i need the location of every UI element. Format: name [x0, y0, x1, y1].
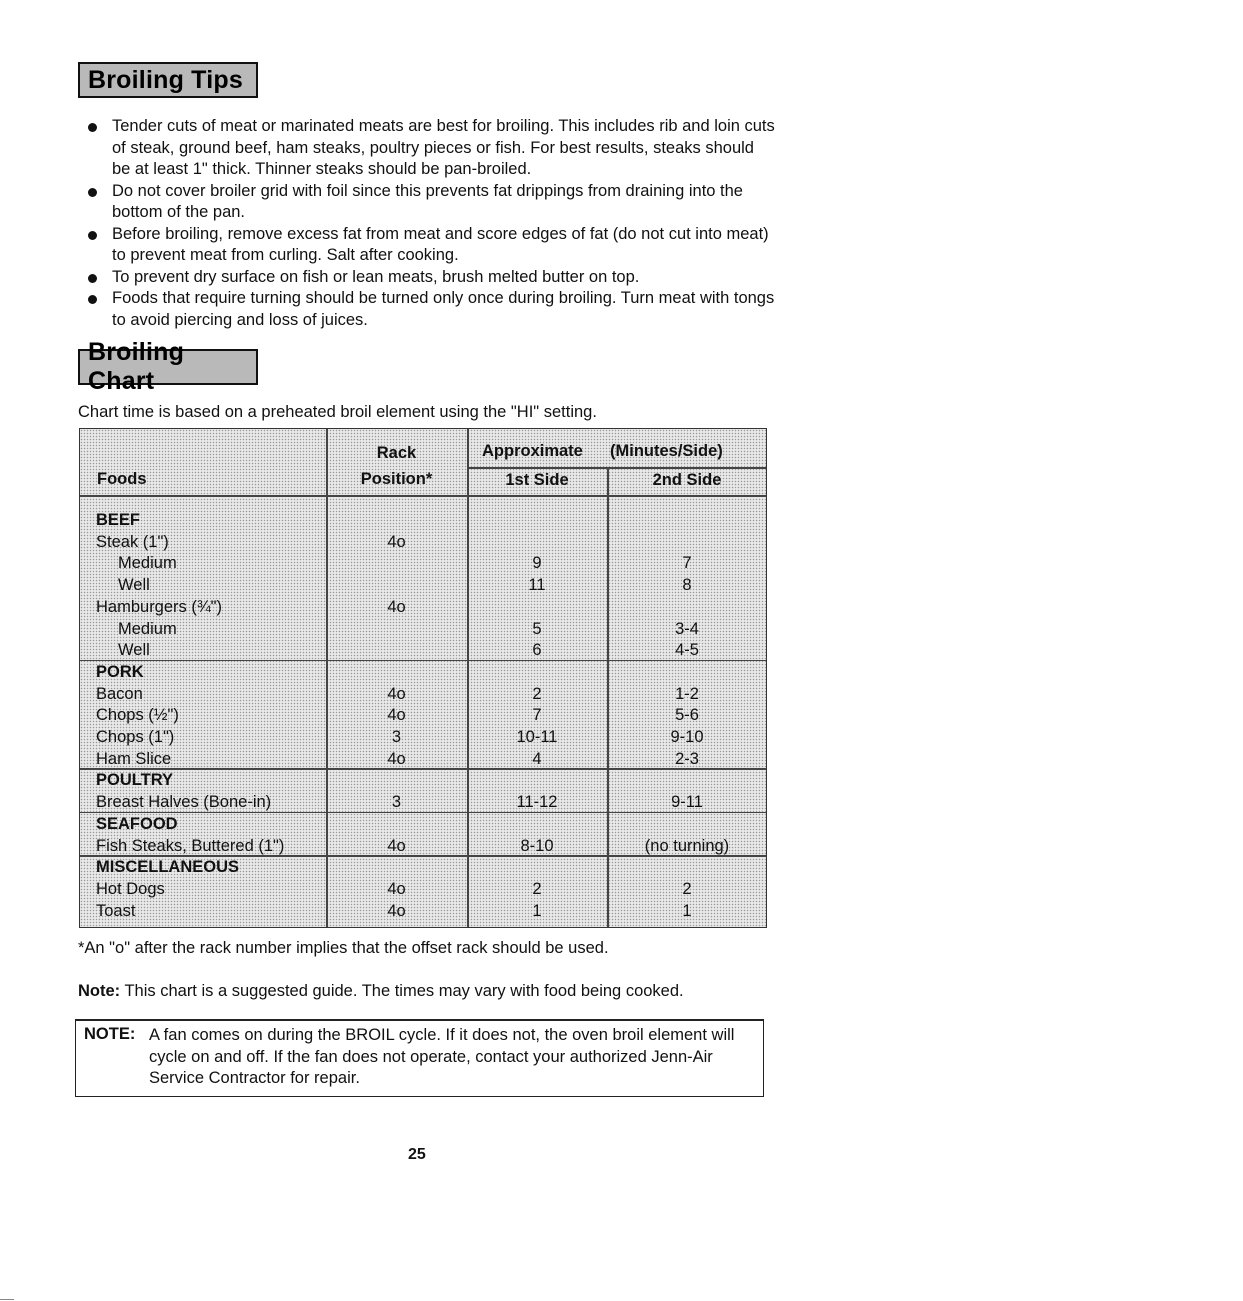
second-side-time: (no turning)	[644, 836, 730, 855]
tip-item	[86, 224, 776, 267]
header-minutes-side: (Minutes/Side)	[610, 442, 723, 460]
tip-item	[86, 116, 776, 181]
header-first-side: 1st Side	[505, 471, 569, 489]
food-label: Ham Slice	[96, 749, 172, 768]
category-label: MISCELLANEOUS	[96, 858, 240, 877]
notice-label: NOTE:	[84, 1025, 136, 1043]
food-label: Chops (½")	[96, 706, 179, 725]
tip-text: Tender cuts of meat or marinated meats are best for broiling. This includes rib and loin cuts of steak, ground beef, ham steaks, poultry pieces or fish. For best results, steaks should be at least 1" thick. Thinner steaks should be pan-broiled.	[112, 117, 775, 178]
first-side-time: 4	[532, 749, 542, 768]
food-label: Steak (1")	[96, 532, 169, 551]
first-side-time: 9	[532, 554, 542, 573]
bullet-icon	[88, 123, 97, 132]
first-side-time: 10-11	[516, 728, 558, 746]
second-side-time: 1	[682, 901, 692, 920]
header-foods: Foods	[97, 470, 147, 488]
second-side-time: 5-6	[675, 706, 699, 725]
food-label: Hamburgers (¾")	[96, 597, 222, 616]
broiling-chart-heading: Broiling Chart	[78, 349, 258, 385]
second-side-time: 1-2	[675, 684, 699, 703]
second-side-time: 9-10	[670, 728, 704, 746]
category-label: SEAFOOD	[96, 814, 178, 833]
tip-text: Do not cover broiler grid with foil since this prevents fat drippings from draining into the bottom of the pan.	[112, 181, 743, 221]
rack-position: 4o	[387, 597, 406, 616]
second-side-time: 7	[682, 554, 692, 573]
broiling-tips-heading: Broiling Tips	[78, 62, 258, 98]
second-side-time: 2	[682, 879, 692, 898]
food-label: Well	[118, 641, 150, 660]
chart-note-text: This chart is a suggested guide. The times may vary with food being cooked.	[120, 982, 684, 1000]
food-label: Hot Dogs	[96, 879, 165, 898]
food-label: Medium	[118, 554, 177, 573]
header-second-side: 2nd Side	[652, 471, 722, 489]
first-side-time: 6	[532, 641, 542, 660]
rack-position: 4o	[387, 836, 406, 855]
second-side-time: 3-4	[675, 619, 699, 638]
bullet-icon	[88, 188, 97, 197]
category-label: POULTRY	[96, 771, 173, 790]
row-divider	[80, 495, 766, 497]
header-approximate: Approximate	[482, 442, 583, 460]
rack-position: 4o	[387, 879, 406, 898]
category-label: BEEF	[96, 511, 141, 529]
tip-text: Before broiling, remove excess fat from meat and score edges of fat (do not cut into meat) to prevent meat from curling. Salt after cooking.	[112, 224, 769, 264]
food-label: Fish Steaks, Buttered (1")	[96, 836, 285, 855]
second-side-time: 9-11	[671, 793, 703, 812]
chart-note	[78, 982, 684, 1001]
rack-position: 3	[391, 793, 402, 812]
food-label: Breast Halves (Bone-in)	[96, 793, 272, 812]
first-side-time: 11-12	[516, 793, 558, 812]
fan-notice-box	[75, 1019, 764, 1097]
bullet-icon	[88, 274, 97, 283]
food-label: Chops (1")	[96, 728, 175, 746]
tips-list	[86, 116, 776, 331]
bullet-icon	[88, 295, 97, 304]
rack-position: 4o	[387, 532, 406, 551]
category-label: PORK	[96, 662, 144, 681]
tip-text: Foods that require turning should be turned only once during broiling. Turn meat with tongs to avoid piercing and loss of juices.	[112, 289, 775, 329]
food-label: Well	[118, 576, 150, 595]
tip-item	[86, 267, 776, 289]
tip-item	[86, 288, 776, 331]
rack-position: 4o	[387, 684, 406, 703]
first-side-time: 2	[532, 684, 542, 703]
first-side-time: 11	[528, 576, 546, 595]
food-label: Bacon	[96, 684, 143, 703]
rack-position: 4o	[387, 901, 406, 920]
category-divider	[80, 812, 766, 814]
corner-mark	[0, 1299, 14, 1300]
second-side-time: 4-5	[675, 641, 699, 660]
first-side-time: 1	[532, 901, 542, 920]
rack-position: 4o	[387, 706, 406, 725]
first-side-time: 8-10	[520, 836, 554, 855]
bullet-icon	[88, 231, 97, 240]
category-divider	[80, 855, 766, 857]
tip-text: To prevent dry surface on fish or lean meats, brush melted butter on top.	[112, 267, 640, 286]
second-side-time: 8	[682, 576, 692, 595]
first-side-time: 7	[532, 706, 542, 725]
category-divider	[80, 660, 766, 662]
broiling-chart-table	[79, 428, 767, 928]
first-side-time: 5	[532, 619, 542, 638]
chart-footnote: *An "o" after the rack number implies that the offset rack should be used.	[78, 939, 609, 957]
notice-text: A fan comes on during the BROIL cycle. If it does not, the oven broil element will cycle on and off. If the fan does not operate, contact your authorized Jenn-Air Service Contractor for repair.	[149, 1026, 735, 1087]
rack-position: 4o	[387, 749, 406, 768]
category-divider	[80, 768, 766, 770]
header-position: Position*	[360, 470, 433, 488]
page-number: 25	[408, 1146, 426, 1163]
row-divider	[467, 467, 766, 469]
rack-position: 3	[391, 728, 402, 746]
second-side-time: 2-3	[675, 749, 699, 768]
header-rack: Rack	[376, 444, 417, 462]
chart-intro: Chart time is based on a preheated broil element using the "HI" setting.	[78, 403, 597, 421]
chart-note-label: Note:	[78, 982, 121, 1000]
food-label: Medium	[118, 619, 177, 638]
first-side-time: 2	[532, 879, 542, 898]
tip-item	[86, 181, 776, 224]
food-label: Toast	[96, 901, 136, 920]
